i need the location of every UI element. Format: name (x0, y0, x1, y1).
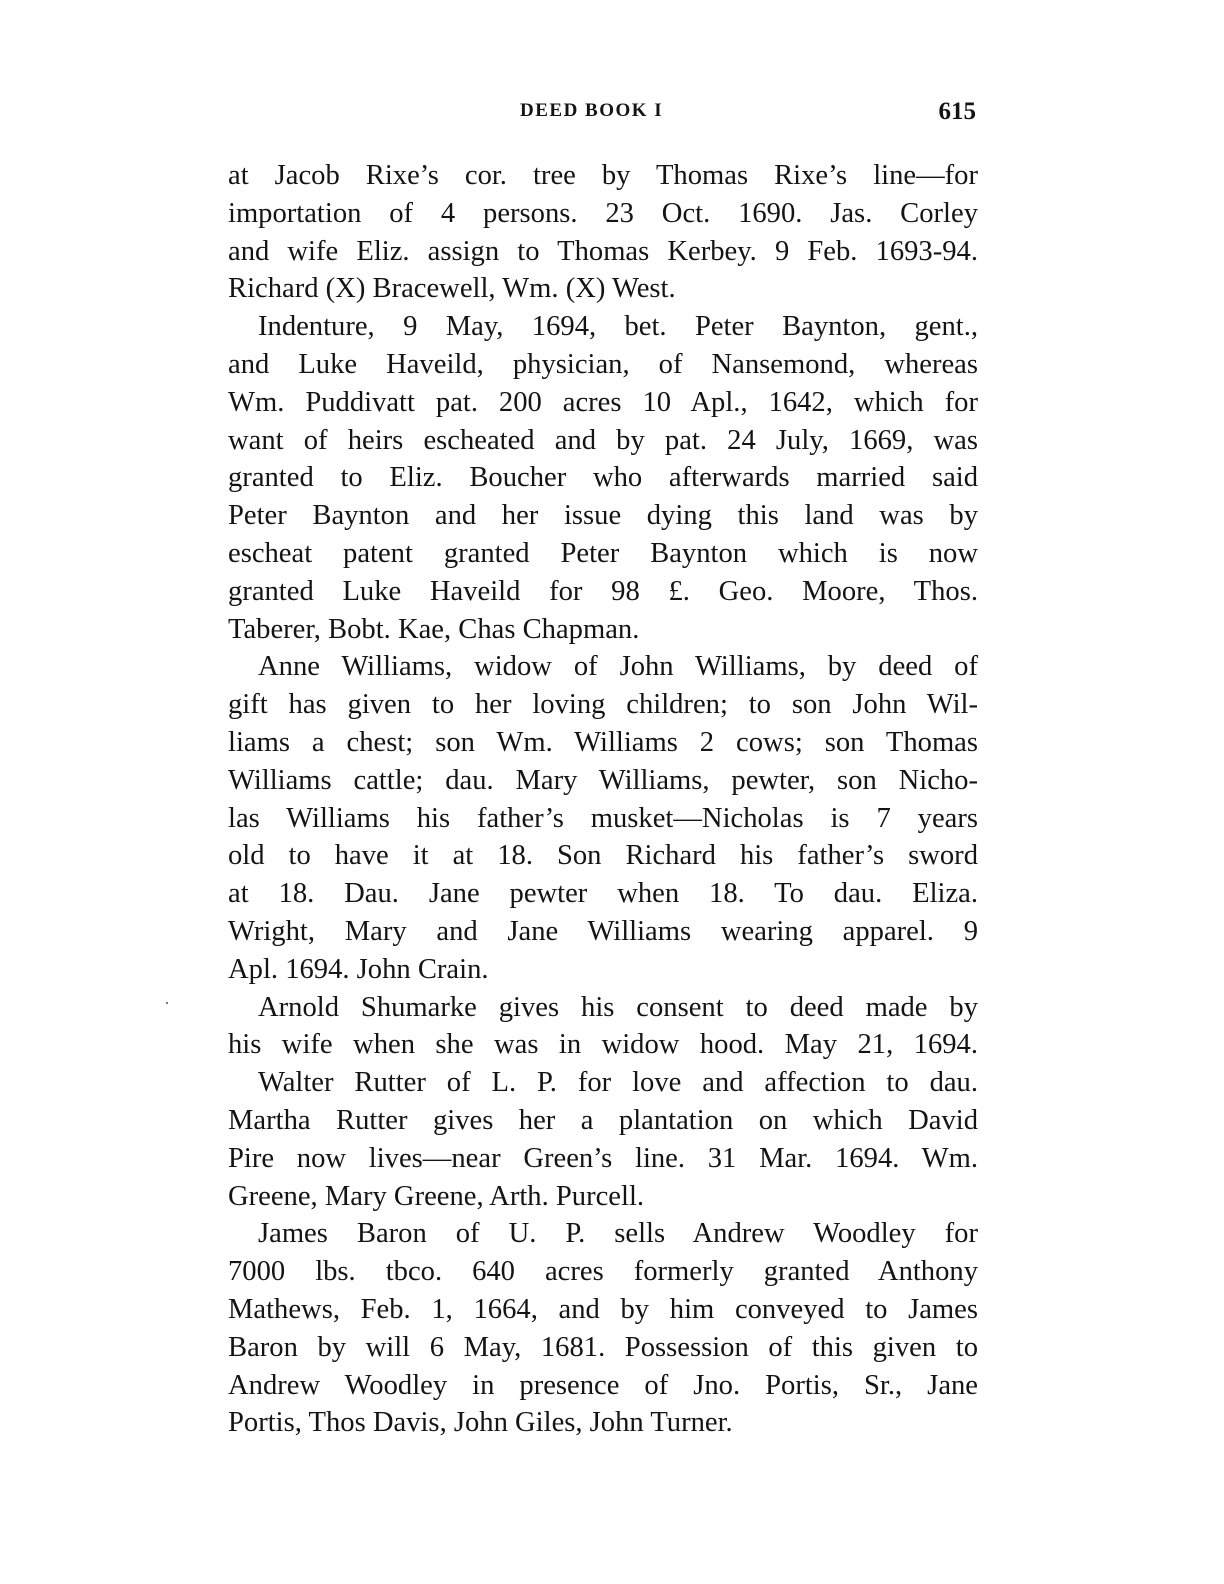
text-line: 7000 lbs. tbco. 640 acres formerly granted Anthony (228, 1256, 978, 1288)
text-line: and wife Eliz. assign to Thomas Kerbey. 9 Feb. 1693-94. (228, 235, 978, 267)
paragraph-walter-rutter (228, 1064, 978, 1215)
paragraph-james-baron (228, 1215, 978, 1442)
text-line: want of heirs escheated and by pat. 24 July, 1669, was (228, 424, 978, 456)
text-line: liams a chest; son Wm. Williams 2 cows; son Thomas (228, 726, 978, 758)
text-line: Mathews, Feb. 1, 1664, and by him conveyed to James (228, 1293, 978, 1325)
text-line: Apl. 1694. John Crain. (228, 953, 489, 985)
paragraph-arnold-shumarke (228, 989, 978, 1065)
text-line: Greene, Mary Greene, Arth. Purcell. (228, 1180, 645, 1212)
page-number: 615 (938, 98, 976, 125)
text-line: gift has given to her loving children; to son John Wil- (228, 689, 978, 721)
text-line: Peter Baynton and her issue dying this land was by (228, 500, 978, 532)
text-line: James Baron of U. P. sells Andrew Woodley for (258, 1218, 978, 1250)
text-line: Williams cattle; dau. Mary Williams, pewter, son Nicho- (228, 764, 978, 796)
text-line: granted Luke Haveild for 98 £. Geo. Moore, Thos. (228, 575, 978, 607)
text-line: Arnold Shumarke gives his consent to deed made by (258, 991, 978, 1023)
margin-speck (166, 1002, 168, 1004)
paragraph-indenture-baynton (228, 308, 978, 648)
text-line: at Jacob Rixe’s cor. tree by Thomas Rixe’s line—for (228, 160, 978, 191)
text-line: Martha Rutter gives her a plantation on which David (228, 1104, 978, 1136)
text-line: Richard (X) Bracewell, Wm. (X) West. (228, 273, 676, 305)
text-line: Anne Williams, widow of John Williams, by deed of (258, 651, 978, 683)
running-title: DEED BOOK I (520, 100, 664, 121)
text-line: Portis, Thos Davis, John Giles, John Turner. (228, 1407, 733, 1439)
text-line: Pire now lives—near Green’s line. 31 Mar. 1694. Wm. (228, 1142, 978, 1174)
text-line: las Williams his father’s musket—Nicholas is 7 years (228, 802, 978, 834)
text-line: Wm. Puddivatt pat. 200 acres 10 Apl., 1642, which for (228, 386, 978, 418)
text-line: granted to Eliz. Boucher who afterwards married said (228, 462, 978, 494)
text-line: Andrew Woodley in presence of Jno. Portis, Sr., Jane (228, 1369, 978, 1401)
text-line: escheat patent granted Peter Baynton which is now (228, 537, 978, 569)
paragraph-anne-williams (228, 648, 978, 988)
running-head (228, 96, 976, 136)
text-line: Taberer, Bobt. Kae, Chas Chapman. (228, 613, 640, 645)
paragraph-jacob-rixe (228, 157, 978, 308)
text-line: his wife when she was in widow hood. May 21, 1694. (228, 1029, 978, 1061)
text-line: Indenture, 9 May, 1694, bet. Peter Baynton, gent., (258, 311, 978, 343)
text-line: Baron by will 6 May, 1681. Possession of this given to (228, 1331, 978, 1363)
text-line: and Luke Haveild, physician, of Nansemond, whereas (228, 348, 978, 380)
text-line: Walter Rutter of L. P. for love and affection to dau. (258, 1067, 978, 1099)
text-line: importation of 4 persons. 23 Oct. 1690. Jas. Corley (228, 197, 978, 229)
body-text (228, 157, 978, 1442)
text-line: Wright, Mary and Jane Williams wearing apparel. 9 (228, 915, 978, 947)
text-line: old to have it at 18. Son Richard his father’s sword (228, 840, 978, 872)
text-line: at 18. Dau. Jane pewter when 18. To dau. Eliza. (228, 878, 978, 910)
